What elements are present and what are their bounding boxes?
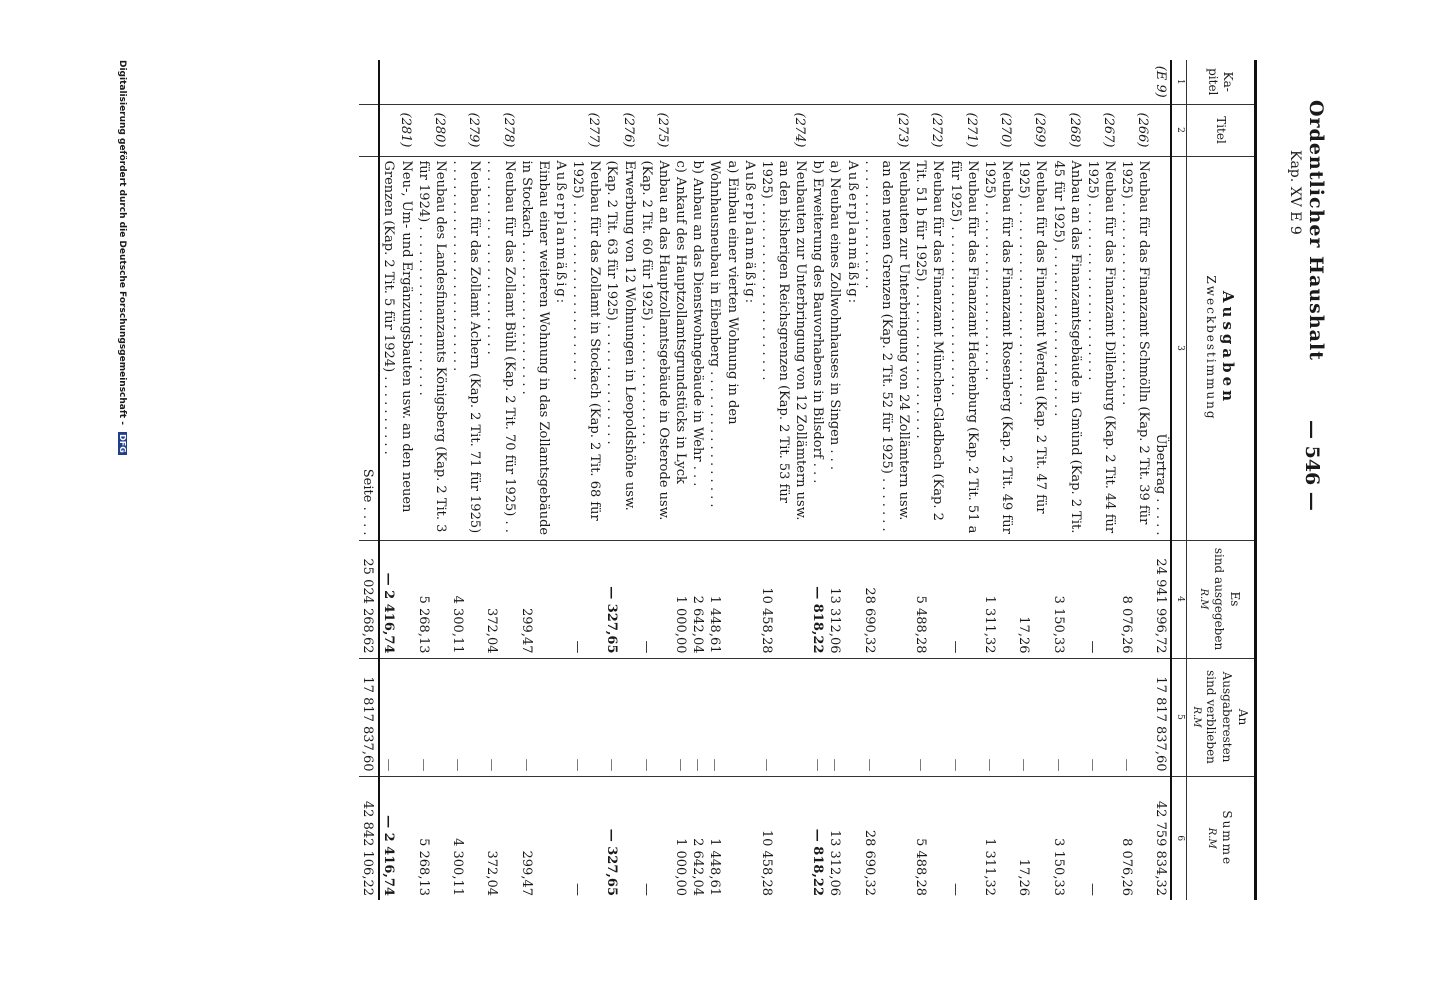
column-number-row (1171, 60, 1186, 900)
titel-number (741, 104, 758, 156)
kapitel-cell (1049, 60, 1083, 104)
ausgegeben-value: — (638, 540, 672, 658)
kapitel-cell (449, 60, 483, 104)
summe-value: 1 311,32 (981, 838, 997, 896)
titel-number: (277) (569, 104, 603, 156)
summe-value (843, 776, 860, 900)
ausgegeben-value: 3 150,33 (1049, 540, 1083, 658)
titel-number (843, 104, 860, 156)
reste-value: — (946, 658, 980, 776)
column-number: 2 (1171, 104, 1186, 156)
unit-label: R.M (1206, 827, 1218, 849)
reste-value: — (1118, 658, 1152, 776)
header-zweck-label: Zweckbestimmung (1203, 275, 1218, 421)
table-row (689, 60, 706, 900)
kapitel-cell (861, 60, 912, 104)
purpose-text: Neubau für das Finanzamt Dillenburg (Kap. 2 Tit. 44 für 1925) . . . . . . . . . . . . . . . . . . . . . . (1084, 156, 1118, 540)
document-title: Ordentlicher Haushalt (1305, 100, 1327, 361)
purpose-text: Anbau an das Finanzamtsgebäude in Gmünd (Kap. 2 Tit. 45 für 1925) . . . . . . . . . . . . . . . . . . . . . (1049, 156, 1083, 540)
purpose-text: a) Einbau einer vierten Wohnung in den Wohnhausneubau in Eibenberg . . . . . . . . . . . . . . . . . (706, 156, 740, 540)
purpose-text: Neubau des Landesfinanzamts Königsberg (Kap. 2 Tit. 3 für 1924) . . . . . . . . . . . . . . . . . . . . . (415, 156, 449, 540)
reste-value: — (483, 658, 517, 776)
titel-number: (281) (379, 104, 414, 156)
footer-text: Digitalisierung gefördert durch die Deutsche Forschungsgemeinschaft - (117, 60, 127, 425)
titel-number: (276) (603, 104, 637, 156)
table-row (758, 60, 809, 900)
summe-value: 28 690,32 (861, 829, 877, 896)
reste-value: — (809, 658, 826, 776)
reste-value: — (861, 658, 912, 776)
summe-value: 5 268,13 (415, 838, 431, 896)
header-zweck (1187, 156, 1256, 540)
ausgegeben-value: 2 642,04 (689, 540, 706, 658)
purpose-text: Neubau für das Zollamt Bühl (Kap. 2 Tit. 70 für 1925) . . . . . . . . . . . . . . . . . . . . . . . . . . (483, 156, 517, 540)
ausgegeben-value (843, 540, 860, 658)
dfg-logo: DFG (118, 434, 127, 453)
document-page (87, 30, 1347, 970)
table-row (912, 60, 946, 900)
ausgegeben-value: 4 300,11 (449, 540, 483, 658)
titel-number: (267) (1084, 104, 1118, 156)
uebertrag-row (1152, 60, 1171, 900)
section-heading-row (741, 60, 758, 900)
ausgegeben-value: 28 690,32 (861, 540, 912, 658)
summe-value (741, 776, 758, 900)
ausgegeben-value: 17,26 (1015, 540, 1049, 658)
table-row (379, 60, 414, 900)
reste-value: — (1049, 658, 1083, 776)
purpose-text: c) Ankauf des Hauptzollamtsgrundstücks in Lyck (672, 156, 689, 540)
uebertrag-ausgegeben: 24 941 996,72 (1152, 540, 1171, 658)
titel-number: (271) (946, 104, 980, 156)
ausgegeben-value (741, 540, 758, 658)
kapitel-cell (569, 60, 603, 104)
reste-value: — (569, 658, 603, 776)
ausgegeben-value (552, 540, 569, 658)
kapitel-cell (826, 60, 843, 104)
ausgegeben-value: 299,47 (518, 540, 552, 658)
budget-table (359, 60, 1257, 900)
ausgegeben-value: 1 000,00 (672, 540, 689, 658)
header-titel-label: Titel (1213, 116, 1228, 144)
table-row (826, 60, 843, 900)
summe-value (552, 776, 569, 900)
reste-value (552, 658, 569, 776)
header-reste-label: An Ausgaberesten sind verblieben (1204, 670, 1250, 764)
purpose-text: b) Anbau an das Dienstwohngebäude in Wehr . . . (689, 156, 706, 540)
summe-value: 17,26 (1016, 858, 1032, 896)
kapitel-cell (741, 60, 758, 104)
reste-value: — (518, 658, 552, 776)
reste-value: — (449, 658, 483, 776)
purpose-text: b) Erweiterung des Bauvorhabens in Bilsdorf . . . (809, 156, 826, 540)
titel-number: (274) (758, 104, 809, 156)
reste-value: — (758, 658, 809, 776)
titel-cell (359, 104, 379, 156)
ausgegeben-value: — 2 416,74 (379, 540, 414, 658)
titel-number: (275) (638, 104, 672, 156)
ausgegeben-value: 10 458,28 (758, 540, 809, 658)
table-row (638, 60, 672, 900)
ausgegeben-value: 372,04 (483, 540, 517, 658)
summe-value: — 2 416,74 (381, 815, 397, 896)
ausgegeben-value: 13 312,06 (826, 540, 843, 658)
ausgegeben-value: 8 076,26 (1118, 540, 1152, 658)
kapitel-cell (1084, 60, 1118, 104)
table-row (672, 60, 689, 900)
titel-number (672, 104, 689, 156)
table-body (379, 60, 1171, 900)
ausgegeben-value: — (569, 540, 603, 658)
purpose-text: Einbau einer weiteren Wohnung in das Zollamtsgebäude in Stockach . . . . . . . . . . . . . . . . . . . (518, 156, 552, 540)
reste-value: — (1084, 658, 1118, 776)
header-kapitel-label: Ka- pitel (1205, 68, 1236, 96)
summe-value: 299,47 (518, 850, 534, 896)
reste-value: — (826, 658, 843, 776)
kapitel-label: (E 9) (1152, 60, 1171, 104)
kapitel-cell (672, 60, 689, 104)
digitization-footer (117, 60, 127, 960)
purpose-text: Neubau für das Finanzamt München-Gladbach (Kap. 2 Tit. 51 b für 1925) . . . . . . . . . . . . . . . . . . . (912, 156, 946, 540)
titel-cell (1152, 104, 1171, 156)
uebertrag-reste: 17 817 837,60 (1152, 658, 1171, 776)
summe-value: 8 076,26 (1119, 838, 1135, 896)
uebertrag-label: Übertrag . . . . . (1152, 156, 1171, 540)
kapitel-cell (758, 60, 809, 104)
kapitel-cell (603, 60, 637, 104)
header-titel (1187, 104, 1256, 156)
kapitel-cell (638, 60, 672, 104)
chapter-reference: Kap. XV E 9 (1287, 150, 1303, 235)
reste-value: — (912, 658, 946, 776)
kapitel-cell (912, 60, 946, 104)
purpose-text: Neu-, Um- und Ergänzungsbauten usw. an den neuen Grenzen (Kap. 2 Tit. 5 für 1924) . . . . . . . . . . (379, 156, 414, 540)
titel-number: (278) (483, 104, 517, 156)
titel-number (826, 104, 843, 156)
titel-number: (273) (861, 104, 912, 156)
reste-value: — (706, 658, 740, 776)
titel-number (689, 104, 706, 156)
reste-value: — (415, 658, 449, 776)
ausgegeben-value: — 818,22 (809, 540, 826, 658)
table-row (603, 60, 637, 900)
summe-value: 4 300,11 (450, 838, 466, 896)
unit-label: R.M (1190, 706, 1202, 728)
summe-value: — (1084, 883, 1100, 896)
purpose-text: Neubau für das Finanzamt Werdau (Kap. 2 Tit. 47 für 1925) . . . . . . . . . . . . . . . . . . . . . . . . . (1015, 156, 1049, 540)
titel-number (552, 104, 569, 156)
table-row (415, 60, 449, 900)
seite-ausgegeben: 25 024 268,62 (359, 540, 379, 658)
summe-value: — (638, 883, 654, 896)
kapitel-cell (483, 60, 517, 104)
column-number: 3 (1171, 156, 1186, 540)
table-row (1118, 60, 1152, 900)
reste-value (843, 658, 860, 776)
summe-value: 1 448,61 (707, 838, 723, 896)
page-number: — 546 — (1301, 420, 1323, 511)
reste-value: — (981, 658, 1015, 776)
kapitel-cell (359, 60, 379, 104)
header-summe-label: Summe (1220, 810, 1235, 867)
column-number: 1 (1171, 60, 1186, 104)
reste-value: — (379, 658, 414, 776)
column-number: 5 (1171, 658, 1186, 776)
column-number: 6 (1171, 776, 1186, 900)
seite-reste: 17 817 837,60 (359, 658, 379, 776)
titel-number: (266) (1118, 104, 1152, 156)
ausgegeben-value: — 327,65 (603, 540, 637, 658)
seite-label: Seite . . . . (359, 156, 379, 540)
section-heading: Außerplanmäßig: (552, 156, 569, 540)
summe-value: — 327,65 (604, 828, 620, 896)
table-row (706, 60, 740, 900)
summe-value: 5 488,28 (913, 838, 929, 896)
reste-value (741, 658, 758, 776)
summe-value: 1 000,00 (673, 838, 689, 896)
ausgegeben-value: 1 311,32 (981, 540, 1015, 658)
table-row (1015, 60, 1049, 900)
table-row (1084, 60, 1118, 900)
header-reste (1187, 658, 1256, 776)
reste-value: — (638, 658, 672, 776)
ausgegeben-value: — (946, 540, 980, 658)
table-row (981, 60, 1015, 900)
purpose-text: Neubau für das Finanzamt Rosenberg (Kap. 2 Tit. 49 für 1925) . . . . . . . . . . . . . . . . . . . . . . (981, 156, 1015, 540)
titel-number (809, 104, 826, 156)
purpose-text: Neubau für das Zollamt in Stockach (Kap. 2 Tit. 68 für 1925) . . . . . . . . . . . . . . . . . . . . . . (569, 156, 603, 540)
section-heading: Außerplanmäßig: (741, 156, 758, 540)
summe-value: 13 312,06 (827, 829, 843, 896)
summe-value: — (947, 883, 963, 896)
purpose-text: Erwerbung von 12 Wohnungen in Leopoldshöhe usw. (Kap. 2 Tit. 63 für 1925) . . . . . . . . . . . . . . . (603, 156, 637, 540)
table-row (1049, 60, 1083, 900)
purpose-text: a) Neubau eines Zollwohnhauses in Singen . . . (826, 156, 843, 540)
summe-value: — 818,22 (810, 828, 826, 896)
header-ausgegeben-label: Es sind ausgegeben (1212, 547, 1243, 651)
kapitel-cell (415, 60, 449, 104)
header-ausgegeben (1187, 540, 1256, 658)
kapitel-cell (689, 60, 706, 104)
ausgegeben-value: 5 268,13 (415, 540, 449, 658)
summe-value: 10 458,28 (758, 829, 774, 896)
titel-number (518, 104, 552, 156)
unit-label: R.M (1198, 588, 1210, 610)
titel-number: (280) (415, 104, 449, 156)
section-heading-row (843, 60, 860, 900)
section-heading: Außerplanmäßig: (843, 156, 860, 540)
header-summe (1187, 776, 1256, 900)
ausgegeben-value: — (1084, 540, 1118, 658)
summe-value: — (570, 883, 586, 896)
kapitel-cell (706, 60, 740, 104)
purpose-text: Anbau an das Hauptzollamtsgebäude in Osterode usw. (Kap. 2 Tit. 60 für 1925) . . . . . . . . . . . . . . . (638, 156, 672, 540)
reste-value: — (603, 658, 637, 776)
kapitel-cell (518, 60, 552, 104)
table-row (946, 60, 980, 900)
header-kapitel (1187, 60, 1256, 104)
titel-number: (279) (449, 104, 483, 156)
kapitel-cell (552, 60, 569, 104)
kapitel-cell (946, 60, 980, 104)
reste-value: — (689, 658, 706, 776)
column-number: 4 (1171, 540, 1186, 658)
summe-value: 372,04 (484, 850, 500, 896)
kapitel-cell (379, 60, 414, 104)
section-heading-row (552, 60, 569, 900)
table-row (861, 60, 912, 900)
table-row (449, 60, 483, 900)
reste-value: — (672, 658, 689, 776)
kapitel-cell (1015, 60, 1049, 104)
ausgegeben-value: 1 448,61 (706, 540, 740, 658)
purpose-text: Neubau für das Zollamt Achern (Kap. 2 Tit. 71 für 1925) . . . . . . . . . . . . . . . . . . . . . . . . . . (449, 156, 483, 540)
titel-number: (272) (912, 104, 946, 156)
summe-value: 2 642,04 (690, 838, 706, 896)
header-main-title: Ausgaben (1219, 290, 1238, 406)
seite-summe: 42 842 106,22 (359, 776, 379, 900)
page-header (1267, 40, 1327, 950)
kapitel-cell (843, 60, 860, 104)
kapitel-cell (809, 60, 826, 104)
table-row (569, 60, 603, 900)
titel-number: (269) (1015, 104, 1049, 156)
purpose-text: Neubauten zur Unterbringung von 24 Zollämtern usw. an den neuen Grenzen (Kap. 2 Tit. 52 für 1925) . . . . . . . . . . . . . . . . . . . . . . . (861, 156, 912, 540)
uebertrag-summe: 42 759 834,32 (1153, 800, 1169, 896)
purpose-text: Neubauten zur Unterbringung von 12 Zollämtern usw. an den bisherigen Reichsgrenzen (Kap. 2 Tit. 53 für 1925) . . . . . . . . . . . . . . . . . . . . . . (758, 156, 809, 540)
table-header-row (1187, 60, 1256, 900)
titel-number: (268) (1049, 104, 1083, 156)
table-row (809, 60, 826, 900)
seite-row (359, 60, 379, 900)
titel-number: (270) (981, 104, 1015, 156)
purpose-text: Neubau für das Finanzamt Hachenburg (Kap. 2 Tit. 51 a für 1925) . . . . . . . . . . . . . . . . . . . . . (946, 156, 980, 540)
titel-number (706, 104, 740, 156)
summe-value: 3 150,33 (1050, 838, 1066, 896)
kapitel-cell (1118, 60, 1152, 104)
purpose-text: Neubau für das Finanzamt Schmölln (Kap. 2 Tit. 39 für 1925) . . . . . . . . . . . . . . . . . . . . . . . . . (1118, 156, 1152, 540)
table-row (483, 60, 517, 900)
ausgegeben-value: 5 488,28 (912, 540, 946, 658)
table-row (518, 60, 552, 900)
kapitel-cell (981, 60, 1015, 104)
reste-value: — (1015, 658, 1049, 776)
